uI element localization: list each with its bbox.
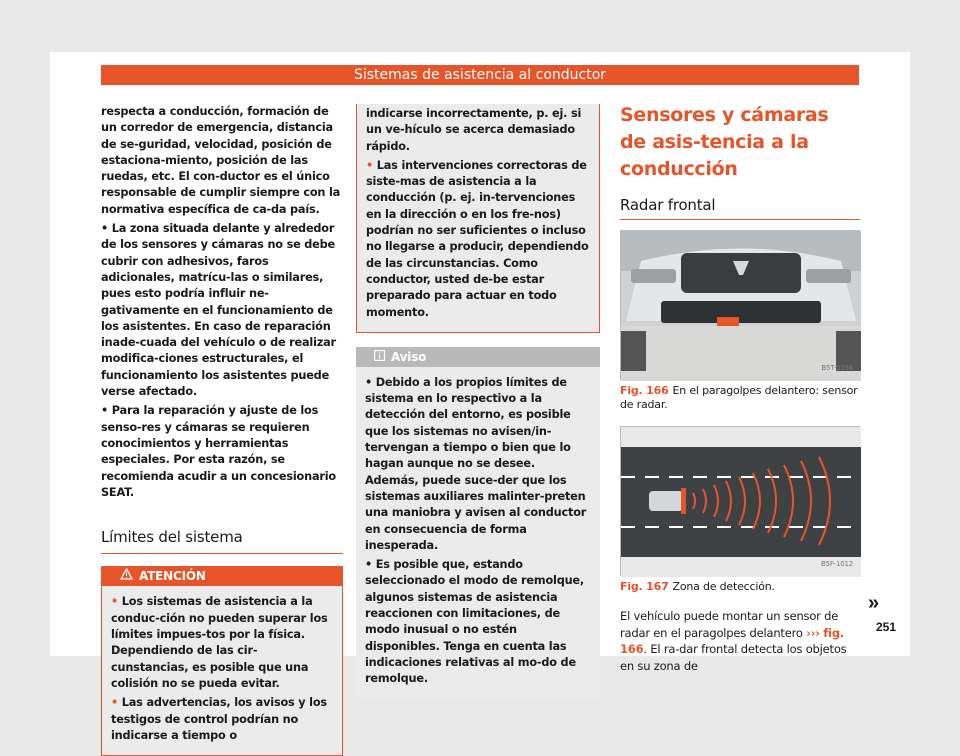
figure-code: B5T-0394 [821, 364, 853, 372]
figure-caption: Fig. 167 Zona de detección. [620, 580, 775, 594]
warning-triangle-icon [120, 566, 133, 586]
figure-number: Fig. 166 [620, 384, 669, 398]
note-header [356, 347, 600, 367]
warning-continued-text: indicarse incorrectamente, p. ej. si un ve-hículo se acerca demasiado rápido. [366, 107, 582, 153]
note-body [356, 367, 600, 699]
section-heading: Sensores y cámaras de asis-tencia a la conducción [620, 104, 829, 180]
paragraph: • Para la reparación y ajuste de los senso-res y cámaras se requieren conocimientos y herramientas especiales. Por esta razón, se recomienda acudir a un concesionario SEAT. [101, 404, 336, 499]
note-title: Aviso [391, 349, 427, 364]
manual-page [50, 52, 910, 742]
section-title: Límites del sistema [101, 529, 343, 554]
info-icon [374, 347, 385, 367]
figure-radar-sensor [620, 230, 860, 380]
note-item: • Debido a los propios límites de sistema en lo respectivo a la detección del entorno, es posible que los sistemas no avisen/in-tervengan a tiempo o bien que lo hagan aunque no se desee. Además, puede suce-der que los sistemas auxiliares malinter-preten una maniobra y avisen al conductor en consecuencia de forma inesperada. [365, 375, 587, 552]
chapter-header: Sistemas de asistencia al conductor [101, 65, 859, 85]
warning-title: ATENCIÓN [139, 569, 206, 584]
bullet-icon: • [111, 696, 119, 710]
bullet-icon: • [366, 158, 374, 172]
subsection-heading: Radar frontal [620, 197, 860, 220]
figure-number: Fig. 167 [620, 580, 669, 594]
column-right [620, 104, 860, 677]
note-box [356, 347, 600, 699]
figure-reference-link[interactable]: fig. 166 [620, 625, 845, 657]
figure-code: B5F-1012 [820, 560, 853, 568]
warning-body [102, 586, 342, 755]
car-front-illustration [621, 231, 861, 381]
figure-detection-zone [620, 426, 860, 576]
note-item: • Es posible que, estando seleccionado el modo de remolque, algunos sistemas de asistencia reaccionen con limitaciones, de modo inusual o no estén disponibles. Tenga en cuenta las indicaciones relativas al mo-do de remolque. [365, 558, 584, 686]
bullet-icon: • [111, 595, 119, 609]
body-paragraph: El vehículo puede montar un sensor de radar en el paragolpes delantero ››› fig. 166. El ra-dar frontal detecta los objetos en su zona de [620, 609, 847, 673]
page-number: 251 [876, 620, 897, 634]
paragraph: • La zona situada delante y alrededor de los sensores y cámaras no se debe cubrir con adhesivos, faros adicionales, matrícu-las o similares, pues esto podría influir ne-gativamente en el funcionamiento de los asistentes. En caso de reparación inade-cuada del vehículo o de realizar modifica-ciones estructurales, el funcionamiento los asistentes puede verse afectado. [101, 222, 336, 399]
column-middle [356, 104, 600, 699]
detection-zone-illustration [621, 427, 861, 577]
figure-reference-arrows: ››› [806, 625, 820, 640]
figure-caption: Fig. 166 En el paragolpes delantero: sensor de radar. [620, 384, 858, 412]
warning-box [101, 566, 343, 756]
warning-header [102, 566, 342, 586]
warning-item: • Los sistemas de asistencia a la conduc-ción no pueden superar los límites impues-tos por la física. Dependiendo de las cir-cunstancias, es posible que una colisión no se pueda evitar. [111, 595, 328, 690]
paragraph: respecta a conducción, formación de un corredor de emergencia, distancia de se-guridad, velocidad, posición de estaciona-miento, posición de las ruedas, etc. El con-ductor es el único responsable de cumplir siempre con la normativa específica de ca-da país. [101, 105, 341, 216]
warning-continued-box [356, 104, 600, 333]
column-left [101, 104, 343, 756]
warning-item: • Las advertencias, los avisos y los testigos de control podrían no indicarse a tiempo o [111, 696, 327, 742]
continue-marker: » [868, 592, 880, 614]
warning-item: • Las intervenciones correctoras de siste-mas de asistencia a la conducción (p. ej. in-tervenciones en la dirección o en los fre-nos) podrían no ser suficientes o incluso no llegarse a producir, dependiendo de las circunstancias. Como conductor, usted de-be estar preparado para actuar en todo momento. [366, 158, 589, 319]
